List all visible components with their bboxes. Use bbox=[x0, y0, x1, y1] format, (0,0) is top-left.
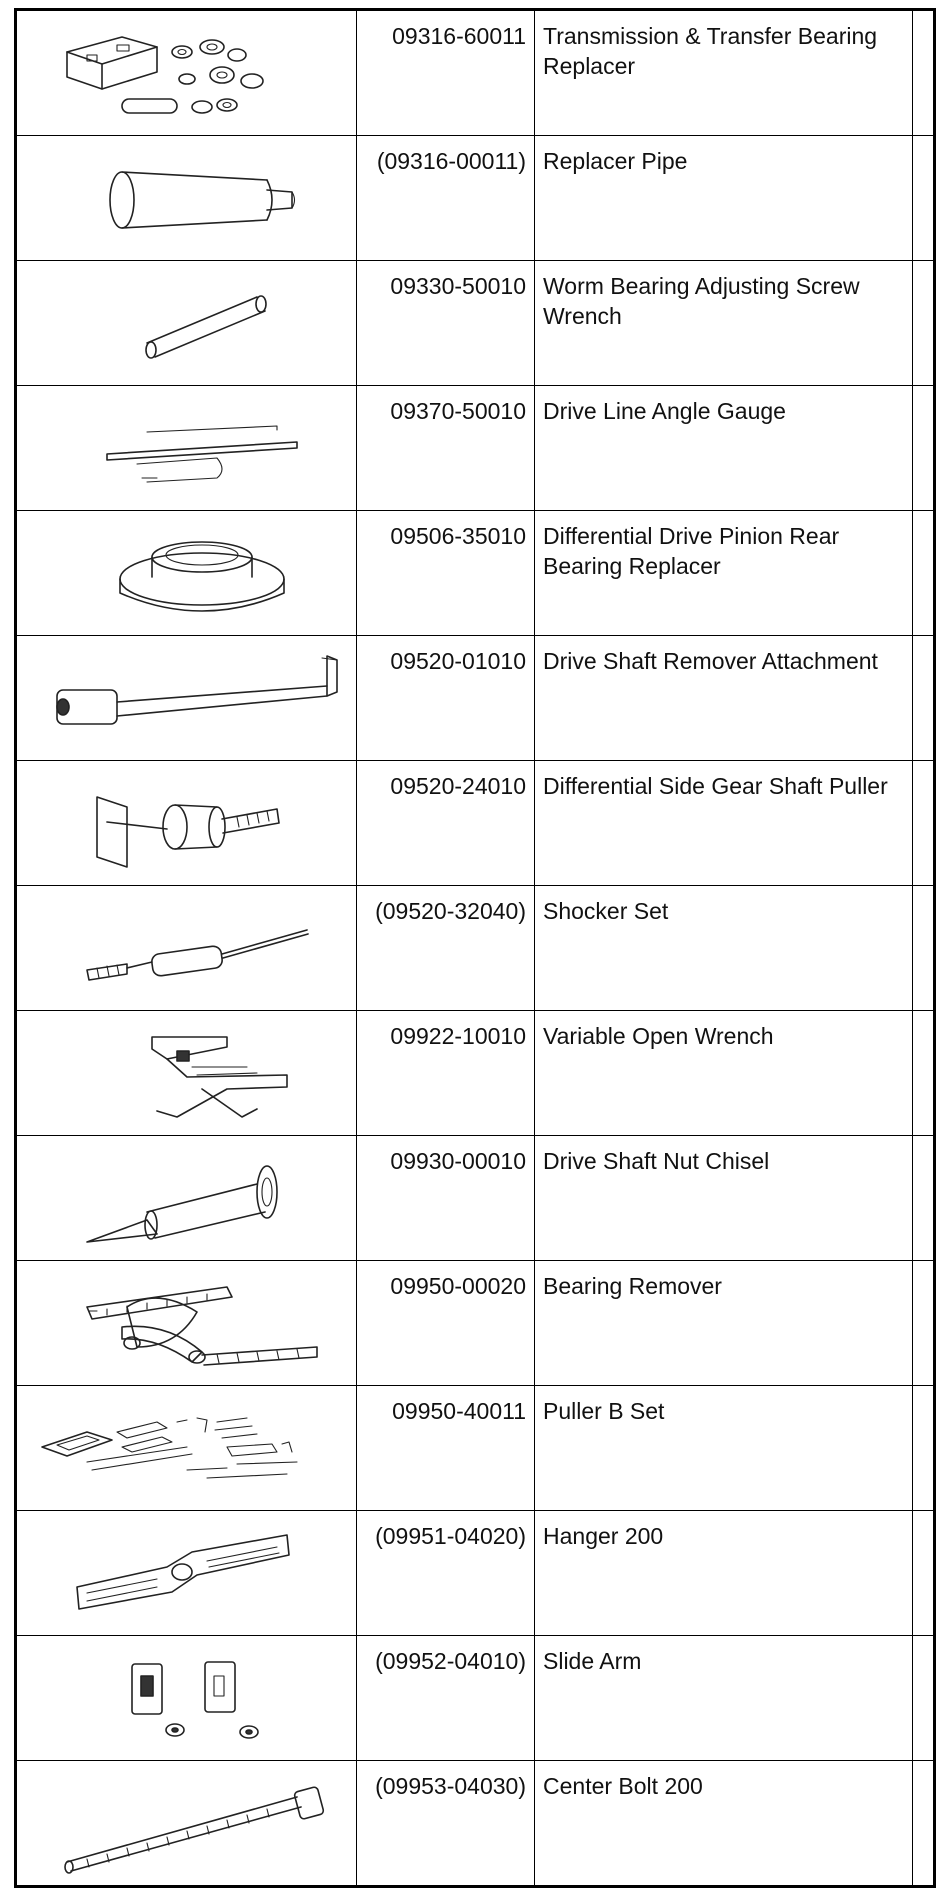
part-number-cell bbox=[357, 761, 535, 885]
table-row bbox=[17, 1011, 933, 1136]
part-number: (09953-04030) bbox=[375, 1773, 526, 1799]
part-number: 09930-00010 bbox=[390, 1148, 526, 1174]
blank-cell bbox=[913, 1136, 933, 1260]
part-number: 09950-00020 bbox=[390, 1273, 526, 1299]
tool-description: Drive Shaft Remover Attachment bbox=[543, 648, 878, 674]
description-cell bbox=[535, 136, 913, 260]
part-number: (09520-32040) bbox=[375, 898, 526, 924]
part-number-cell bbox=[357, 136, 535, 260]
description-cell bbox=[535, 261, 913, 385]
part-number-cell bbox=[357, 1511, 535, 1635]
tool-illustration-cell bbox=[17, 636, 357, 760]
blank-cell bbox=[913, 1261, 933, 1385]
shocker-set-icon bbox=[27, 892, 347, 1004]
description-cell bbox=[535, 511, 913, 635]
part-number-cell bbox=[357, 1761, 535, 1886]
bearing-remover-icon bbox=[27, 1267, 347, 1379]
tool-description: Replacer Pipe bbox=[543, 148, 688, 174]
tool-description: Differential Drive Pinion Rear Bearing Replacer bbox=[543, 523, 840, 579]
description-cell bbox=[535, 1636, 913, 1760]
table-row bbox=[17, 1136, 933, 1261]
shaft-puller-icon bbox=[27, 767, 347, 879]
description-cell bbox=[535, 1761, 913, 1886]
tool-description: Variable Open Wrench bbox=[543, 1023, 774, 1049]
description-cell bbox=[535, 1261, 913, 1385]
tool-description: Shocker Set bbox=[543, 898, 669, 924]
table-row bbox=[17, 11, 933, 136]
tool-description: Worm Bearing Adjusting Screw Wrench bbox=[543, 273, 860, 329]
table-row bbox=[17, 136, 933, 261]
bearing-replacer-disc-icon bbox=[27, 517, 347, 629]
table-row bbox=[17, 761, 933, 886]
tool-description: Differential Side Gear Shaft Puller bbox=[543, 773, 888, 799]
description-cell bbox=[535, 1011, 913, 1135]
blank-cell bbox=[913, 1761, 933, 1886]
tool-illustration-cell bbox=[17, 511, 357, 635]
tool-description: Transmission & Transfer Bearing Replacer bbox=[543, 23, 878, 79]
tool-illustration-cell bbox=[17, 1636, 357, 1760]
table-row bbox=[17, 1761, 933, 1886]
part-number: 09520-01010 bbox=[390, 648, 526, 674]
tool-illustration-cell bbox=[17, 1386, 357, 1510]
blank-cell bbox=[913, 1511, 933, 1635]
part-number-cell bbox=[357, 1011, 535, 1135]
tool-description: Hanger 200 bbox=[543, 1523, 664, 1549]
tool-description: Puller B Set bbox=[543, 1398, 665, 1424]
description-cell bbox=[535, 1386, 913, 1510]
part-number-cell bbox=[357, 1636, 535, 1760]
part-number: 09316-60011 bbox=[392, 23, 526, 49]
description-cell bbox=[535, 636, 913, 760]
part-number: 09922-10010 bbox=[390, 1023, 526, 1049]
tool-illustration-cell bbox=[17, 11, 357, 135]
table-row bbox=[17, 1636, 933, 1761]
tool-illustration-cell bbox=[17, 1136, 357, 1260]
tool-illustration-cell bbox=[17, 1261, 357, 1385]
special-tools-table bbox=[14, 8, 936, 1888]
replacer-pipe-icon bbox=[27, 142, 347, 254]
description-cell bbox=[535, 11, 913, 135]
tool-illustration-cell bbox=[17, 386, 357, 510]
hanger-icon bbox=[27, 1517, 347, 1629]
table-row bbox=[17, 886, 933, 1011]
part-number: (09952-04010) bbox=[375, 1648, 526, 1674]
tool-description: Drive Line Angle Gauge bbox=[543, 398, 786, 424]
nut-chisel-icon bbox=[27, 1142, 347, 1254]
part-number-cell bbox=[357, 261, 535, 385]
blank-cell bbox=[913, 11, 933, 135]
description-cell bbox=[535, 386, 913, 510]
blank-cell bbox=[913, 761, 933, 885]
blank-cell bbox=[913, 1636, 933, 1760]
part-number-cell bbox=[357, 1386, 535, 1510]
part-number: (09951-04020) bbox=[375, 1523, 526, 1549]
bearing-replacer-set-icon bbox=[27, 17, 347, 129]
part-number-cell bbox=[357, 11, 535, 135]
tool-description: Center Bolt 200 bbox=[543, 1773, 703, 1799]
part-number-cell bbox=[357, 386, 535, 510]
part-number-cell bbox=[357, 886, 535, 1010]
blank-cell bbox=[913, 386, 933, 510]
puller-b-set-icon bbox=[27, 1392, 347, 1504]
tool-illustration-cell bbox=[17, 1761, 357, 1886]
table-row bbox=[17, 1261, 933, 1386]
table-row bbox=[17, 636, 933, 761]
open-wrench-icon bbox=[27, 1017, 347, 1129]
part-number: 09330-50010 bbox=[390, 273, 526, 299]
blank-cell bbox=[913, 261, 933, 385]
tool-description: Bearing Remover bbox=[543, 1273, 722, 1299]
blank-cell bbox=[913, 136, 933, 260]
remover-attachment-icon bbox=[27, 642, 347, 754]
center-bolt-icon bbox=[27, 1767, 347, 1879]
tool-description: Drive Shaft Nut Chisel bbox=[543, 1148, 770, 1174]
table-row bbox=[17, 511, 933, 636]
part-number-cell bbox=[357, 636, 535, 760]
part-number-cell bbox=[357, 1261, 535, 1385]
description-cell bbox=[535, 886, 913, 1010]
part-number: 09370-50010 bbox=[390, 398, 526, 424]
blank-cell bbox=[913, 636, 933, 760]
part-number: 09506-35010 bbox=[390, 523, 526, 549]
table-row bbox=[17, 1511, 933, 1636]
description-cell bbox=[535, 761, 913, 885]
table-row bbox=[17, 386, 933, 511]
tool-illustration-cell bbox=[17, 261, 357, 385]
angle-gauge-icon bbox=[27, 392, 347, 504]
tool-description: Slide Arm bbox=[543, 1648, 642, 1674]
blank-cell bbox=[913, 886, 933, 1010]
part-number: 09520-24010 bbox=[390, 773, 526, 799]
blank-cell bbox=[913, 1011, 933, 1135]
table-row bbox=[17, 261, 933, 386]
description-cell bbox=[535, 1511, 913, 1635]
tool-illustration-cell bbox=[17, 886, 357, 1010]
tool-illustration-cell bbox=[17, 1511, 357, 1635]
blank-cell bbox=[913, 511, 933, 635]
part-number: (09316-00011) bbox=[376, 148, 526, 174]
tool-illustration-cell bbox=[17, 1011, 357, 1135]
blank-cell bbox=[913, 1386, 933, 1510]
tool-illustration-cell bbox=[17, 136, 357, 260]
table-row bbox=[17, 1386, 933, 1511]
description-cell bbox=[535, 1136, 913, 1260]
part-number: 09950-40011 bbox=[392, 1398, 526, 1424]
tool-illustration-cell bbox=[17, 761, 357, 885]
screw-wrench-icon bbox=[27, 267, 347, 379]
slide-arm-icon bbox=[27, 1642, 347, 1754]
part-number-cell bbox=[357, 511, 535, 635]
part-number-cell bbox=[357, 1136, 535, 1260]
